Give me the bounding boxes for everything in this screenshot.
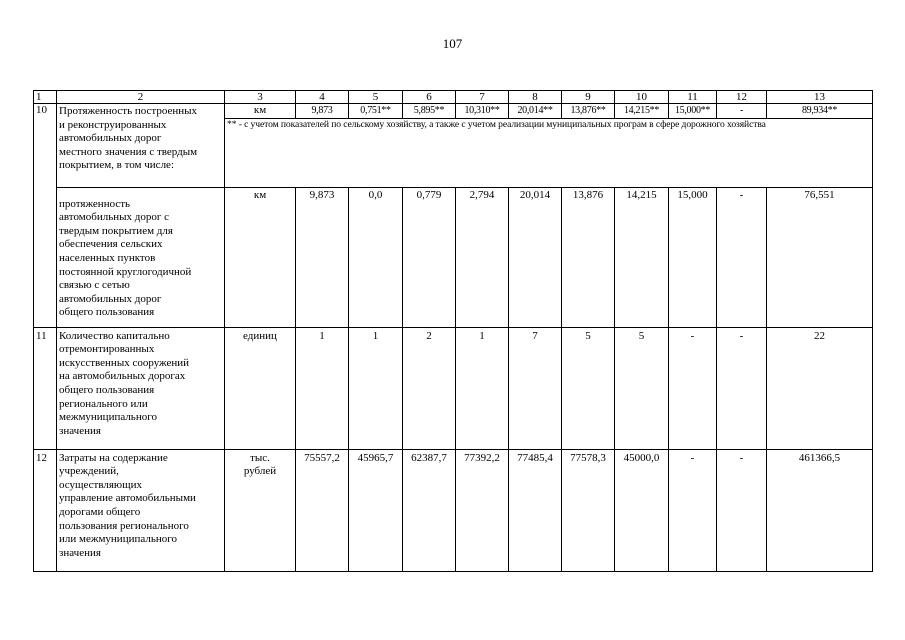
value-cell: 45000,0: [615, 449, 669, 571]
indicators-table: [33, 90, 873, 572]
header-cell: 8: [509, 91, 562, 104]
value-cell: 77392,2: [456, 449, 509, 571]
table-row: [34, 327, 873, 449]
value-cell: -: [717, 104, 767, 119]
row-number: 11: [34, 327, 57, 449]
row-number: 10: [34, 104, 57, 328]
value-cell: 20,014: [509, 187, 562, 327]
value-cell: 0,751**: [349, 104, 403, 119]
value-cell: 5: [562, 327, 615, 449]
value-cell: -: [669, 327, 717, 449]
table-row: [34, 449, 873, 571]
header-cell: 4: [296, 91, 349, 104]
header-cell: 2: [57, 91, 225, 104]
value-cell: 1: [296, 327, 349, 449]
value-cell: 15,000**: [669, 104, 717, 119]
value-cell: 5: [615, 327, 669, 449]
value-cell: 76,551: [767, 187, 873, 327]
value-cell: 13,876**: [562, 104, 615, 119]
indicator-name: протяженность автомобильных дорог с твердым покрытием для обеспечения сельских населенных пунктов постоянной круглогодичной связью с сетью автомобильных дорог общего пользования: [57, 187, 225, 327]
header-row: [34, 91, 873, 104]
indicator-name: Протяженность построенных и реконструированных автомобильных дорог местного значения с твердым покрытием, в том числе:: [57, 104, 225, 188]
value-cell: 2,794: [456, 187, 509, 327]
value-cell: 1: [456, 327, 509, 449]
header-cell: 1: [34, 91, 57, 104]
value-cell: 9,873: [296, 104, 349, 119]
value-cell: 7: [509, 327, 562, 449]
header-cell: 10: [615, 91, 669, 104]
header-cell: 7: [456, 91, 509, 104]
value-cell: -: [717, 327, 767, 449]
value-cell: 1: [349, 327, 403, 449]
table-row: [34, 187, 873, 327]
value-cell: 5,895**: [403, 104, 456, 119]
page-number: 107: [442, 36, 463, 51]
value-cell: 14,215**: [615, 104, 669, 119]
header-cell: 5: [349, 91, 403, 104]
value-cell: -: [669, 449, 717, 571]
unit-cell: тыс. рублей: [225, 449, 296, 571]
header-cell: 13: [767, 91, 873, 104]
value-cell: 77485,4: [509, 449, 562, 571]
value-cell: 0,779: [403, 187, 456, 327]
value-cell: 13,876: [562, 187, 615, 327]
value-cell: -: [717, 187, 767, 327]
unit-cell: км: [225, 104, 296, 119]
value-cell: 2: [403, 327, 456, 449]
value-cell: 22: [767, 327, 873, 449]
value-cell: 0,0: [349, 187, 403, 327]
value-cell: 9,873: [296, 187, 349, 327]
value-cell: 14,215: [615, 187, 669, 327]
value-cell: 45965,7: [349, 449, 403, 571]
value-cell: 77578,3: [562, 449, 615, 571]
value-cell: 10,310**: [456, 104, 509, 119]
value-cell: 15,000: [669, 187, 717, 327]
header-cell: 12: [717, 91, 767, 104]
row-number: 12: [34, 449, 57, 571]
value-cell: 62387,7: [403, 449, 456, 571]
value-cell: 89,934**: [767, 104, 873, 119]
table-row: [34, 104, 873, 119]
footnote-cell: ** - с учетом показателей по сельскому хозяйству, а также с учетом реализации муниципальных програм в сфере дорожного хозяйства: [225, 118, 873, 187]
value-cell: 461366,5: [767, 449, 873, 571]
unit-cell: единиц: [225, 327, 296, 449]
unit-cell: км: [225, 187, 296, 327]
header-cell: 9: [562, 91, 615, 104]
header-cell: 11: [669, 91, 717, 104]
header-cell: 3: [225, 91, 296, 104]
value-cell: 75557,2: [296, 449, 349, 571]
value-cell: 20,014**: [509, 104, 562, 119]
indicator-name: Затраты на содержание учреждений, осуществляющих управление автомобильными дорогами общего пользования регионального или межмуниципального значения: [57, 449, 225, 571]
header-cell: 6: [403, 91, 456, 104]
value-cell: -: [717, 449, 767, 571]
indicator-name: Количество капитально отремонтированных искусственных сооружений на автомобильных дорогах общего пользования регионального или межмуниципального значения: [57, 327, 225, 449]
